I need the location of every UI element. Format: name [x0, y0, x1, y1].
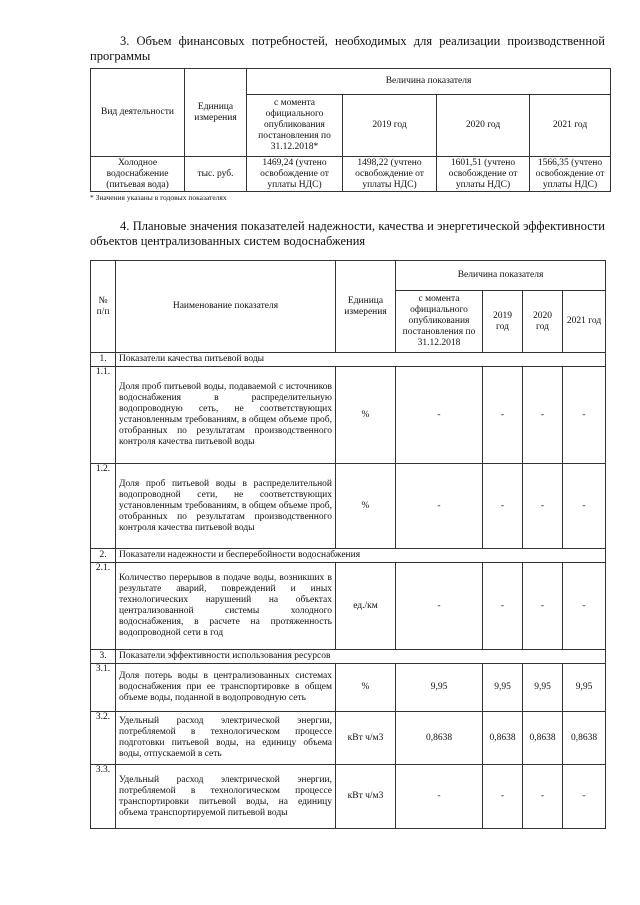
row-value-2019: -: [483, 765, 523, 829]
table-row: [91, 712, 606, 765]
header-unit: Единица измерения: [336, 261, 396, 353]
section-4-heading: 4. Плановые значения показателей надежности, качества и энергетической эффективности объектов централизованных систем водоснабжения: [90, 219, 605, 248]
header-2020: 2020 год: [437, 95, 530, 157]
financial-needs-table: [90, 68, 611, 192]
row-value-2019: -: [483, 464, 523, 549]
header-2021: 2021 год: [563, 291, 606, 353]
table-row: [91, 367, 606, 464]
footnote: * Значения указаны в годовых показателях: [90, 193, 227, 202]
header-unit: Единица измерения: [185, 69, 247, 157]
group-row: [91, 650, 606, 664]
group-row: [91, 353, 606, 367]
header-from-publication: с момента официального опубликования постановления по 31.12.2018: [396, 291, 483, 353]
group-title: Показатели эффективности использования ресурсов: [116, 650, 606, 664]
group-num: 1.: [91, 353, 116, 367]
row-unit: %: [336, 367, 396, 464]
row-value-2019: -: [483, 563, 523, 650]
row-value-from-publication: 0,8638: [396, 712, 483, 765]
row-value-2021: 0,8638: [563, 712, 606, 765]
row-value-2019: 9,95: [483, 664, 523, 712]
section-3-heading: 3. Объем финансовых потребностей, необходимых для реализации производственной программы: [90, 34, 605, 63]
table-row: [91, 765, 606, 829]
header-2021: 2021 год: [530, 95, 611, 157]
row-name: Доля проб питьевой воды, подаваемой с источников водоснабжения в распределительную водопроводную сеть, не соответствующих установленным требованиям, в общем объеме проб, отобранных по результатам производственного контроля качества питьевой воды: [116, 367, 336, 464]
row-value-2020: 0,8638: [523, 712, 563, 765]
header-name: Наименование показателя: [116, 261, 336, 353]
group-row: [91, 549, 606, 563]
row-value-2020: -: [523, 563, 563, 650]
row-unit: кВт ч/м3: [336, 712, 396, 765]
group-title: Показатели надежности и бесперебойности водоснабжения: [116, 549, 606, 563]
row-num: 3.2.: [91, 712, 116, 765]
cell-2020: 1601,51 (учтено освобождение от уплаты НДС): [437, 157, 530, 192]
cell-2019: 1498,22 (учтено освобождение от уплаты НДС): [343, 157, 437, 192]
row-value-from-publication: -: [396, 563, 483, 650]
row-unit: %: [336, 664, 396, 712]
row-value-2021: -: [563, 765, 606, 829]
row-value-2020: -: [523, 464, 563, 549]
header-value: Величина показателя: [396, 261, 606, 291]
row-value-2021: -: [563, 563, 606, 650]
row-name: Удельный расход электрической энергии, потребляемой в технологическом процессе транспортировки питьевой воды, на единицу объема транспортируемой питьевой воды: [116, 765, 336, 829]
row-name: Доля потерь воды в централизованных системах водоснабжения при ее транспортировке в общем объеме воды, поданной в водопроводную сеть: [116, 664, 336, 712]
row-name: Доля проб питьевой воды в распределительной водопроводной сети, не соответствующих установленным требованиям, в общем объеме проб, отобранных по результатам производственного контроля качества питьевой воды: [116, 464, 336, 549]
header-activity: Вид деятельности: [91, 69, 185, 157]
group-num: 3.: [91, 650, 116, 664]
row-unit: %: [336, 464, 396, 549]
row-value-2021: -: [563, 367, 606, 464]
cell-unit: тыс. руб.: [185, 157, 247, 192]
row-value-from-publication: -: [396, 765, 483, 829]
row-value-2019: 0,8638: [483, 712, 523, 765]
group-num: 2.: [91, 549, 116, 563]
row-name: Количество перерывов в подаче воды, возникших в результате аварий, повреждений и иных технологических нарушений на объектах централизованной системы холодного водоснабжения, в расчете на протяженность водопроводной сети в год: [116, 563, 336, 650]
row-unit: кВт ч/м3: [336, 765, 396, 829]
table-row: [91, 464, 606, 549]
row-num: 3.3.: [91, 765, 116, 829]
header-num: № п/п: [91, 261, 116, 353]
header-2020: 2020 год: [523, 291, 563, 353]
row-num: 1.2.: [91, 464, 116, 549]
table-row: [91, 157, 611, 192]
cell-from-publication: 1469,24 (учтено освобождение от уплаты НДС): [247, 157, 343, 192]
row-value-from-publication: -: [396, 367, 483, 464]
table-row: [91, 563, 606, 650]
row-value-2019: -: [483, 367, 523, 464]
row-value-2021: 9,95: [563, 664, 606, 712]
indicators-table: [90, 260, 606, 829]
row-value-2020: -: [523, 367, 563, 464]
header-2019: 2019 год: [343, 95, 437, 157]
table-row: [91, 664, 606, 712]
row-value-from-publication: -: [396, 464, 483, 549]
row-value-2020: 9,95: [523, 664, 563, 712]
row-value-2021: -: [563, 464, 606, 549]
header-from-publication: с момента официального опубликования постановления по 31.12.2018*: [247, 95, 343, 157]
row-num: 1.1.: [91, 367, 116, 464]
row-value-from-publication: 9,95: [396, 664, 483, 712]
header-2019: 2019 год: [483, 291, 523, 353]
row-value-2020: -: [523, 765, 563, 829]
header-value: Величина показателя: [247, 69, 611, 95]
group-title: Показатели качества питьевой воды: [116, 353, 606, 367]
cell-activity: Холодное водоснабжение (питьевая вода): [91, 157, 185, 192]
row-unit: ед./км: [336, 563, 396, 650]
row-name: Удельный расход электрической энергии, потребляемой в технологическом процессе подготовки питьевой воды, на единицу объема воды, отпускаемой в сеть: [116, 712, 336, 765]
row-num: 2.1.: [91, 563, 116, 650]
row-num: 3.1.: [91, 664, 116, 712]
cell-2021: 1566,35 (учтено освобождение от уплаты НДС): [530, 157, 611, 192]
